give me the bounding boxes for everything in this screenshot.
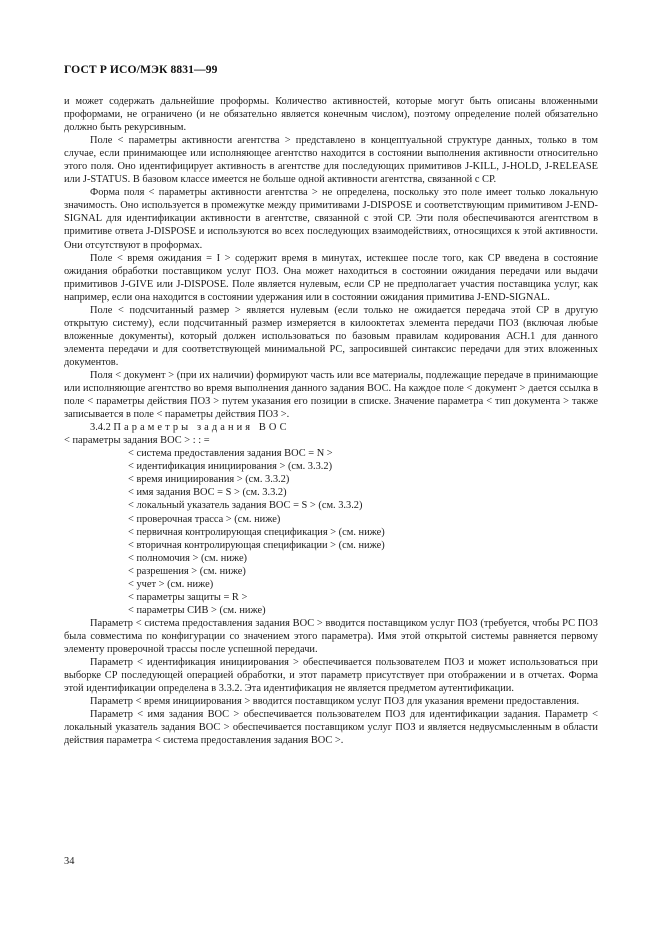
section-number: 3.4.2: [90, 422, 111, 434]
paragraph: Форма поля < параметры активности агентства > не определена, поскольку это поле имеет только локальную значимость. Оно используется в промежутке между примитивами J-DISPOSE и соответствующим примитивом J-END-SIGNAL для идентификации активности в агентстве, связанной с этой СР. Эти поля обеспечиваются агентством в примитиве ответа J-DISPOSE и используются во всех последующих взаимодействиях, относящихся к этой активности. Они отсутствуют в проформах.: [64, 187, 598, 251]
paragraph: и может содержать дальнейшие проформы. Количество активностей, которые могут быть описаны вложенными проформами, не ограничено (и не обязательно является конечным числом), поэтому определение полей обязательно должно быть рекурсивным.: [64, 96, 598, 134]
paragraph: Параметр < время инициирования > вводится поставщиком услуг ПОЗ для указания времени предоставления.: [90, 696, 580, 708]
section-heading: [64, 421, 598, 434]
definition-item: < идентификация инициирования > (см. 3.3.2): [128, 461, 333, 473]
paragraph: Поле < подсчитанный размер > является нулевым (если только не ожидается передача этой СР в другую открытую систему), если подсчитанный размер измеряется в килооктетах элемента передачи ПОЗ (включая любые вложенные документы), который должен использоваться по базовым правилам кодирования АСН.1 для данного элемента передачи и для соответствующей минимальной РС, запросившей синтаксис передачи для этих вложенных документов.: [64, 304, 598, 368]
page-number: 34: [64, 856, 75, 867]
definition-list: [64, 447, 598, 617]
paragraph: Параметр < система предоставления задания ВОС > вводится поставщиком услуг ПОЗ (требуется, чтобы РС ПОЗ была совместима по конфигурации со значением этого параметра). Имя этой открытой системы равняется первому элементу проверочной трассы после успешной передачи.: [64, 617, 598, 655]
page-body: [64, 95, 598, 747]
definition-item: < параметры защиты = R >: [128, 591, 248, 603]
definition-item: < первичная контролирующая спецификация > (см. ниже): [128, 526, 385, 538]
definition-item: < система предоставления задания ВОС = N >: [128, 448, 333, 460]
definition-item: < учет > (см. ниже): [128, 578, 214, 590]
definition-item: < проверочная трасса > (см. ниже): [128, 513, 281, 525]
paragraph: Параметр < имя задания ВОС > обеспечивается пользователем ПОЗ для идентификации задания. Параметр < локальный указатель задания ВОС > обеспечивается поставщиком услуг ПОЗ и является недвусмысленным в области действия параметра < система предоставления задания ВОС >.: [64, 709, 598, 747]
paragraph: Параметр < идентификация инициирования > обеспечивается пользователем ПОЗ и может использоваться при выборке СР последующей операцией обработки, и этот параметр присутствует при отображении и в отчетах. Форма этой идентификации определена в 3.3.2. Эта идентификация не является предметом аутентификации.: [64, 657, 598, 695]
paragraph: Поле < время ожидания = I > содержит время в минутах, истекшее после того, как СР введена в состояние ожидания обработки поставщиком услуг ПОЗ. Она может находиться в состоянии ожидания передачи или выдачи примитивов J-GIVE или J-DISPOSE. Поле является нулевым, если СР не предполагает участия поставщика услуг, как например, если она находится в состоянии удержания или в состоянии ожидания примитива J-END-SIGNAL.: [64, 252, 598, 303]
definition-item: < полномочия > (см. ниже): [128, 552, 248, 564]
definition-item: < разрешения > (см. ниже): [128, 565, 246, 577]
definition-item: < локальный указатель задания ВОС = S > (см. 3.3.2): [128, 500, 363, 512]
section-title: Параметры задания ВОС: [113, 422, 290, 434]
definition-head: < параметры задания ВОС > : : =: [64, 435, 210, 447]
paragraph: Поле < параметры активности агентства > представлено в концептуальной структуре данных, только в том случае, если принимающее или исполняющее агентство находится в состоянии выполнения активности относительно этого поля. Оно идентифицирует активность в агентстве для последующих примитивов J-KILL, J-HOLD, J-RELEASE или J-STATUS. В базовом классе имеется не больше одной активности агентства, связанной с СР.: [64, 135, 598, 186]
definition-item: < параметры СИВ > (см. ниже): [128, 604, 266, 616]
definition-item: < вторичная контролирующая спецификации > (см. ниже): [128, 539, 385, 551]
page-header: ГОСТ Р ИСО/МЭК 8831—99: [64, 63, 218, 76]
definition-item: < имя задания ВОС = S > (см. 3.3.2): [128, 487, 287, 499]
definition-item: < время инициирования > (см. 3.3.2): [128, 474, 290, 486]
paragraph: Поля < документ > (при их наличии) формируют часть или все материалы, подлежащие передаче в принимающие или исполняющие агентство во время выполнения данного задания ВОС. На каждое поле < документ > дается ссылка в поле < параметры действия ПОЗ > путем указания его позиции в списке. Значение параметра < тип документа > также записывается в поле < параметры действия ПОЗ >.: [64, 369, 598, 421]
